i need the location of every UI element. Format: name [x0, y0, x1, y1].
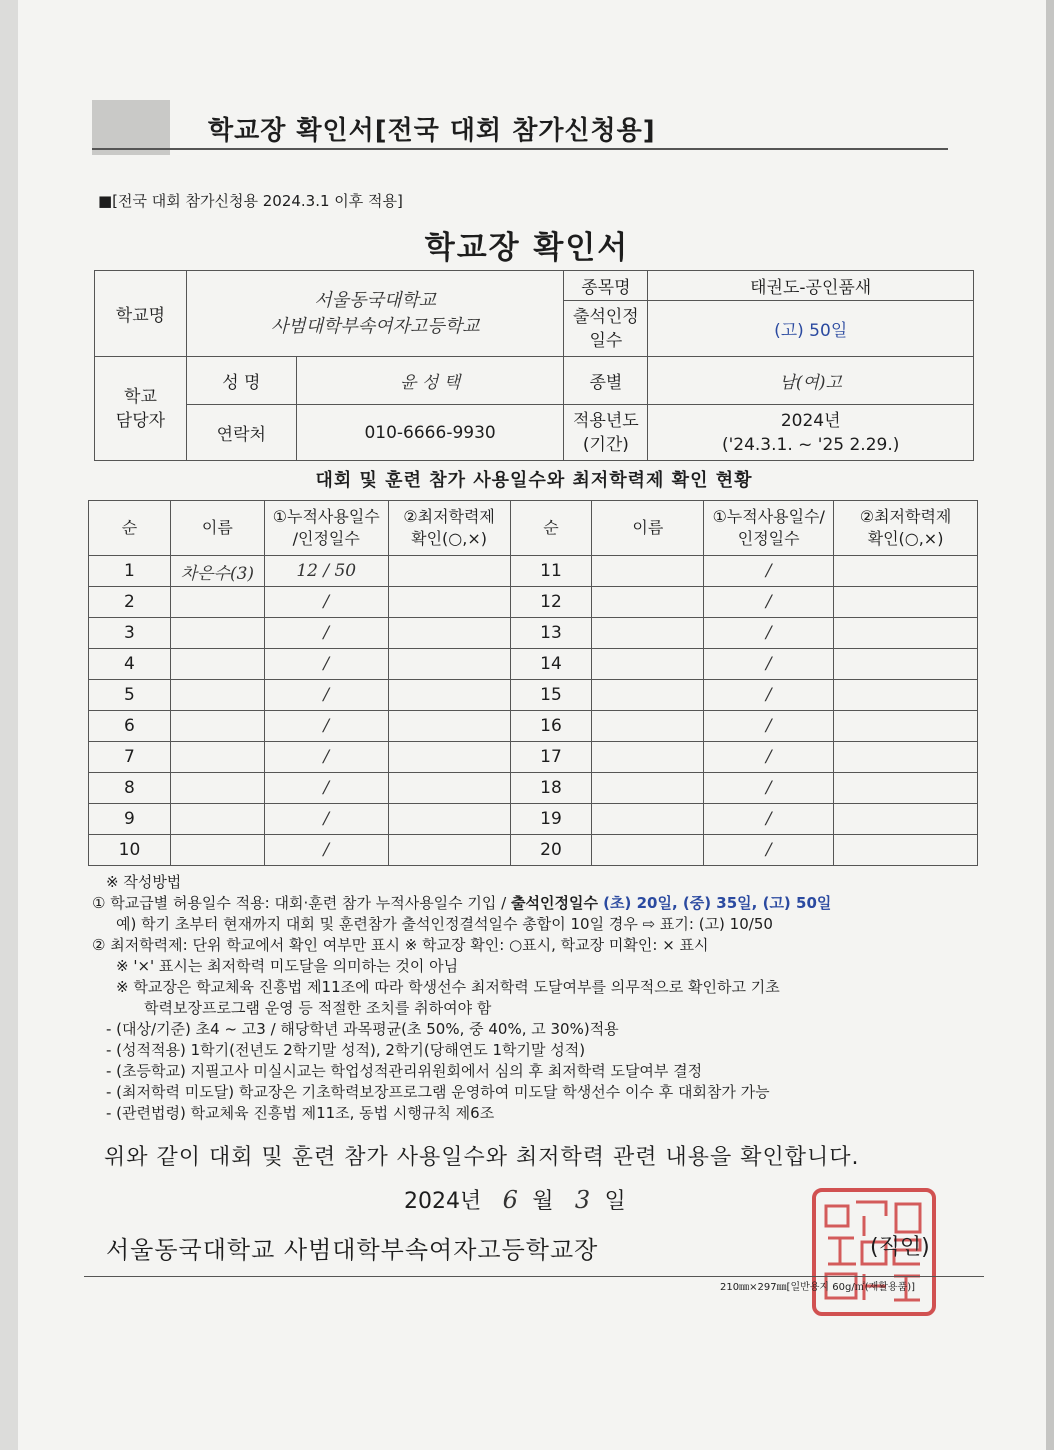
- header-check-left: [388, 501, 510, 556]
- row-days-left: /: [264, 680, 388, 711]
- row-check-left: [388, 587, 510, 618]
- principal-title: 서울동국대학교 사범대학부속여자고등학교장: [106, 1236, 599, 1264]
- table-row: [89, 587, 978, 618]
- row-name-right: [592, 649, 704, 680]
- year-value-line2: ('24.3.1. ~ '25 2.29.): [721, 434, 900, 455]
- row-no-left: 9: [89, 804, 171, 835]
- row-check-left: [388, 680, 510, 711]
- note-1: [92, 893, 992, 914]
- participation-table: [88, 500, 978, 866]
- date-month-label: 월: [532, 1189, 554, 1214]
- row-no-right: 17: [510, 742, 592, 773]
- header-check-left-line1: ②최저학력제: [403, 507, 495, 526]
- row-no-right: 13: [510, 618, 592, 649]
- row-check-right: [834, 649, 978, 680]
- row-check-right: [834, 680, 978, 711]
- row-check-left: [388, 835, 510, 866]
- detail-1: - (대상/기준) 초4 ~ 고3 / 해당학년 과목평균(초 50%, 중 40%, 고 30%)적용: [106, 1020, 619, 1038]
- row-no-left: 3: [89, 618, 171, 649]
- note-1-text: ① 학교급별 허용일수 적용: 대회·훈련 참가 누적사용일수 기입 /: [92, 894, 511, 912]
- header-days-left: [264, 501, 388, 556]
- row-name-right: [592, 742, 704, 773]
- header-no-left: 순: [89, 501, 171, 556]
- row-no-left: 5: [89, 680, 171, 711]
- school-name: [186, 271, 564, 357]
- note-1-bold: 출석인정일수: [511, 894, 598, 912]
- writing-instructions: [92, 872, 992, 1124]
- row-name-right: [592, 804, 704, 835]
- seal-label: (직인): [870, 1235, 930, 1260]
- row-no-right: 12: [510, 587, 592, 618]
- row-name-left: [170, 835, 264, 866]
- document-title: 학교장 확인서: [424, 230, 630, 266]
- row-name-right: [592, 618, 704, 649]
- row-check-right: [834, 835, 978, 866]
- date-day: 3: [574, 1186, 591, 1214]
- row-name-left: 차은수(3): [170, 556, 264, 587]
- note-1-example: 예) 학기 초부터 현재까지 대회 및 훈련참가 출석인정결석일수 총합이 10일 경우 ⇨ 표기: (고) 10/50: [116, 915, 773, 933]
- footer-divider: [84, 1276, 984, 1277]
- row-name-right: [592, 556, 704, 587]
- note-2-a: ※ '×' 표시는 최저학력 미도달을 의미하는 것이 아님: [116, 957, 459, 975]
- row-name-right: [592, 835, 704, 866]
- row-name-left: [170, 804, 264, 835]
- detail-5: - (관련법령) 학교체육 진흥법 제11조, 동법 시행규칙 제6조: [106, 1104, 495, 1122]
- staff-label-line2: 담당자: [115, 410, 166, 431]
- header-days-left-line2: /인정일수: [292, 529, 360, 548]
- section-title: 대회 및 훈련 참가 사용일수와 최저학력제 확인 현황: [315, 470, 753, 491]
- note-2: ② 최저학력제: 단위 학교에서 확인 여부만 표시 ※ 학교장 확인: ○표시, 학교장 미확인: × 표시: [92, 936, 709, 954]
- row-days-right: /: [704, 587, 834, 618]
- row-no-right: 14: [510, 649, 592, 680]
- header-check-right: [834, 501, 978, 556]
- contact-label: 연락처: [186, 405, 296, 461]
- row-check-right: [834, 742, 978, 773]
- row-name-left: [170, 711, 264, 742]
- issue-date: [404, 1184, 626, 1215]
- row-days-right: /: [704, 711, 834, 742]
- row-no-left: 4: [89, 649, 171, 680]
- row-check-left: [388, 618, 510, 649]
- row-no-right: 20: [510, 835, 592, 866]
- row-check-left: [388, 649, 510, 680]
- note-2-b-cont: 학력보장프로그램 운영 등 적절한 조치를 취하여야 함: [144, 999, 492, 1017]
- header-title: 학교장 확인서[전국 대회 참가신청용]: [208, 116, 656, 146]
- row-days-left: /: [264, 618, 388, 649]
- row-name-left: [170, 773, 264, 804]
- row-check-left: [388, 804, 510, 835]
- row-days-left: /: [264, 742, 388, 773]
- date-year: 2024년: [404, 1189, 482, 1214]
- header-days-right-line2: 인정일수: [737, 529, 800, 548]
- staff-label-line1: 학교: [124, 386, 157, 407]
- info-table: [94, 270, 974, 461]
- row-no-left: 1: [89, 556, 171, 587]
- row-name-right: [592, 680, 704, 711]
- year-value-line1: 2024년: [780, 410, 841, 431]
- row-check-right: [834, 587, 978, 618]
- gender-value: 남(여)고: [648, 357, 974, 405]
- row-days-left: /: [264, 804, 388, 835]
- attend-label: [564, 301, 648, 357]
- row-name-left: [170, 680, 264, 711]
- row-name-right: [592, 711, 704, 742]
- row-check-left: [388, 556, 510, 587]
- detail-3: - (초등학교) 지필고사 미실시교는 학업성적관리위원회에서 심의 후 최저학력 도달여부 결정: [106, 1062, 703, 1080]
- year-label-line1: 적용년도: [573, 410, 639, 431]
- gender-label: 종별: [564, 357, 648, 405]
- row-days-right: /: [704, 680, 834, 711]
- table-row: [89, 649, 978, 680]
- form-subtag: ■[전국 대회 참가신청용 2024.3.1 이후 적용]: [98, 192, 403, 210]
- row-name-left: [170, 618, 264, 649]
- row-no-right: 15: [510, 680, 592, 711]
- table-row: [89, 711, 978, 742]
- row-check-right: [834, 618, 978, 649]
- name-label: 성 명: [186, 357, 296, 405]
- year-value: [648, 405, 974, 461]
- row-check-left: [388, 742, 510, 773]
- detail-4: - (최저학력 미도달) 학교장은 기초학력보장프로그램 운영하여 미도달 학생선수 이수 후 대회참가 가능: [106, 1083, 770, 1101]
- row-days-left: /: [264, 587, 388, 618]
- row-no-right: 16: [510, 711, 592, 742]
- row-check-left: [388, 773, 510, 804]
- row-check-right: [834, 556, 978, 587]
- row-no-left: 2: [89, 587, 171, 618]
- table-row: [89, 835, 978, 866]
- table-body: [89, 556, 978, 866]
- header-divider: [92, 148, 948, 150]
- table-row: [89, 804, 978, 835]
- header-name-right: 이름: [592, 501, 704, 556]
- table-row: [89, 742, 978, 773]
- event-value: 태권도-공인품새: [648, 271, 974, 301]
- row-days-right: /: [704, 804, 834, 835]
- row-no-left: 7: [89, 742, 171, 773]
- table-row: [89, 680, 978, 711]
- header-days-right: [704, 501, 834, 556]
- header-name-left: 이름: [170, 501, 264, 556]
- row-days-right: /: [704, 649, 834, 680]
- confirmation-statement: 위와 같이 대회 및 훈련 참가 사용일수와 최저학력 관련 내용을 확인합니다.: [104, 1145, 860, 1170]
- row-no-left: 8: [89, 773, 171, 804]
- header-no-right: 순: [510, 501, 592, 556]
- notes-title: ※ 작성방법: [106, 873, 182, 891]
- row-no-right: 19: [510, 804, 592, 835]
- table-row: [89, 773, 978, 804]
- date-month: 6: [502, 1186, 518, 1214]
- staff-label: [95, 357, 187, 461]
- year-label-line2: (기간): [582, 434, 629, 455]
- row-name-left: [170, 742, 264, 773]
- row-no-left: 6: [89, 711, 171, 742]
- attend-label-line2: 일수: [589, 330, 623, 351]
- row-days-left: /: [264, 773, 388, 804]
- row-days-left: 12 / 50: [264, 556, 388, 587]
- paper-spec: 210㎜×297㎜[일반용지 60g/㎡(재활용품)]: [720, 1282, 916, 1293]
- name-value: 윤 성 택: [296, 357, 564, 405]
- row-days-left: /: [264, 835, 388, 866]
- row-check-right: [834, 711, 978, 742]
- school-label: 학교명: [95, 271, 187, 357]
- row-days-right: /: [704, 742, 834, 773]
- row-name-left: [170, 649, 264, 680]
- row-days-right: /: [704, 773, 834, 804]
- attend-value: (고) 50일: [648, 301, 974, 357]
- date-day-label: 일: [604, 1189, 626, 1214]
- row-no-right: 18: [510, 773, 592, 804]
- page-edge: [1046, 0, 1054, 1450]
- event-label: 종목명: [564, 271, 648, 301]
- header-check-right-line2: 확인(○,×): [867, 529, 944, 548]
- row-days-right: /: [704, 556, 834, 587]
- header-check-left-line2: 확인(○,×): [411, 529, 487, 548]
- year-label: [564, 405, 648, 461]
- header-days-left-line1: ①누적사용일수: [272, 507, 380, 526]
- row-check-right: [834, 773, 978, 804]
- row-days-right: /: [704, 835, 834, 866]
- row-days-left: /: [264, 711, 388, 742]
- note-2-b: ※ 학교장은 학교체육 진흥법 제11조에 따라 학생선수 최저학력 도달여부를 의무적으로 확인하고 기초: [116, 978, 780, 996]
- detail-2: - (성적적용) 1학기(전년도 2학기말 성적), 2학기(당해연도 1학기말 성적): [106, 1041, 586, 1059]
- row-no-right: 11: [510, 556, 592, 587]
- row-name-right: [592, 773, 704, 804]
- row-no-left: 10: [89, 835, 171, 866]
- header-days-right-line1: ①누적사용일수/: [712, 507, 825, 526]
- header-check-right-line1: ②최저학력제: [859, 507, 952, 526]
- attend-label-line1: 출석인정: [573, 306, 639, 327]
- contact-value: 010-6666-9930: [296, 405, 564, 461]
- school-name-line2: 사범대학부속여자고등학교: [270, 315, 480, 337]
- table-row: [89, 556, 978, 587]
- row-name-left: [170, 587, 264, 618]
- row-days-right: /: [704, 618, 834, 649]
- row-check-right: [834, 804, 978, 835]
- table-row: [89, 618, 978, 649]
- row-check-left: [388, 711, 510, 742]
- note-1-values: (초) 20일, (중) 35일, (고) 50일: [597, 894, 832, 912]
- header-gray-block: [92, 100, 170, 155]
- school-name-line1: 서울동국대학교: [314, 289, 437, 311]
- row-name-right: [592, 587, 704, 618]
- row-days-left: /: [264, 649, 388, 680]
